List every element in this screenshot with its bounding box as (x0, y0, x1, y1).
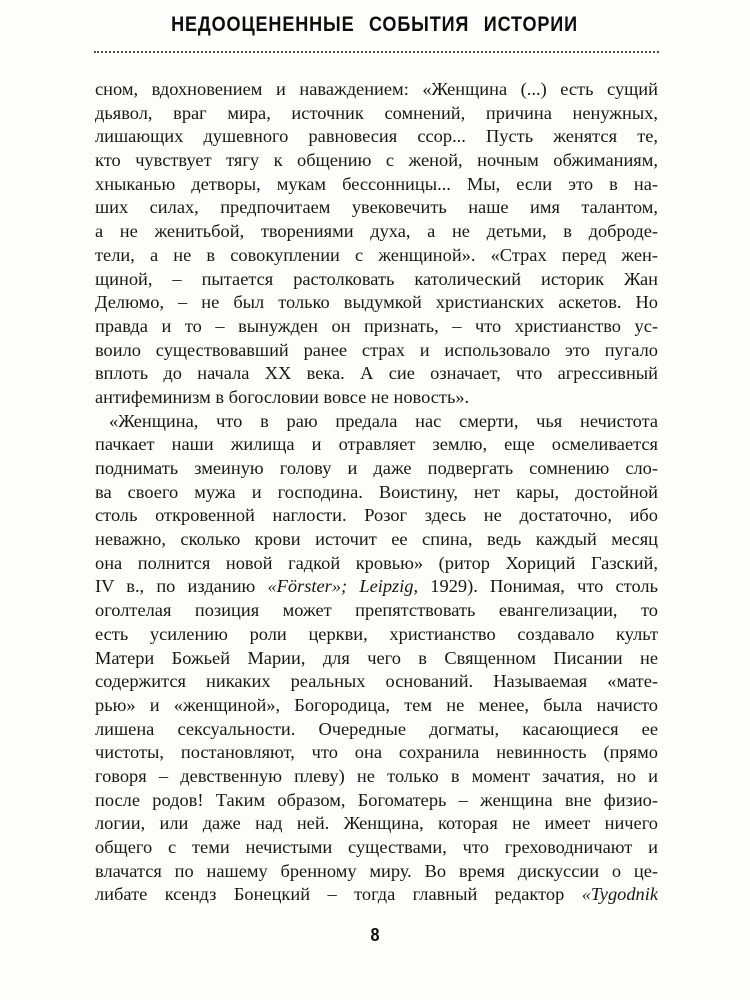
text-line (95, 623, 658, 647)
text-line (95, 244, 658, 268)
body-text-block (95, 78, 658, 907)
text-line (95, 268, 658, 292)
text-line (95, 125, 658, 149)
paragraph (95, 410, 658, 907)
text-segment: влачатся по нашему бренному миру. Во время дискуссии о це- (95, 860, 658, 881)
text-line (95, 339, 658, 363)
text-line (95, 362, 658, 386)
running-header (0, 13, 750, 37)
text-line (95, 386, 658, 410)
text-line (95, 765, 658, 789)
text-line (95, 670, 658, 694)
text-segment: пачкает наши жилища и отравляет землю, еще осмеливается (95, 434, 658, 455)
text-segment: ших силах, предпочитаем увековечить наше имя талантом, (95, 197, 658, 218)
text-segment: столь откровенной наглости. Розог здесь не достаточно, ибо (95, 505, 658, 526)
text-line (95, 741, 658, 765)
text-line (95, 718, 658, 742)
text-segment: тели, а не в совокуплении с женщиной». «Страх перед жен- (95, 244, 658, 265)
text-segment: оголтелая позиция может препятствовать евангелизации, то (95, 600, 658, 621)
text-segment: Делюмо, – не был только выдумкой христианских аскетов. Но (95, 292, 658, 313)
text-segment: хныканью детворы, мукам бессонницы... Мы, если это в на- (95, 173, 658, 194)
text-line (95, 528, 658, 552)
text-segment: вплоть до начала XX века. А сие означает, что агрессивный (95, 363, 658, 384)
text-segment: кто чувствует тягу к общению с женой, ночным обжиманиям, (95, 150, 658, 171)
text-line (95, 647, 658, 671)
text-line (95, 812, 658, 836)
italic-text-segment: «Förster»; Leipzig (267, 576, 414, 597)
text-line (95, 78, 658, 102)
text-segment: рью» и «женщиной», Богородица, тем не менее, была начисто (95, 694, 658, 715)
text-segment: неважно, сколько крови источит ее спина, ведь каждый месяц (95, 529, 658, 550)
text-segment: антифеминизм в богословии вовсе не новость». (95, 386, 470, 407)
text-segment: щиной, – пытается растолковать католический историк Жан (95, 268, 658, 289)
page-number-container (0, 925, 750, 946)
text-segment: она полнится новой гадкой кровью» (ритор Хориций Газский, (95, 552, 658, 573)
text-line (95, 196, 658, 220)
text-segment: «Женщина, что в раю предала нас смерти, чья нечистота (109, 410, 658, 431)
text-line (95, 457, 658, 481)
text-line (95, 694, 658, 718)
text-line (95, 220, 658, 244)
text-line (95, 481, 658, 505)
text-line (95, 575, 658, 599)
text-segment: общего с теми нечистыми существами, что греховодничают и (95, 837, 658, 857)
text-segment: лишена сексуальности. Очередные догматы, касающиеся ее (95, 718, 658, 739)
text-segment: содержится никаких реальных оснований. Называемая «мате- (95, 671, 658, 692)
text-line (95, 410, 658, 434)
text-line (95, 173, 658, 197)
text-line (95, 433, 658, 457)
text-line (95, 552, 658, 576)
text-segment: воило существовавший ранее страх и использовало это пугало (95, 339, 658, 360)
text-segment: сном, вдохновением и наваждением: «Женщина (...) есть сущий (95, 79, 658, 99)
text-line (95, 883, 658, 907)
text-segment: говоря – девственную плеву) не только в момент зачатия, но и (95, 765, 658, 786)
text-segment: есть усилению роли церкви, христианство создавало культ (95, 623, 658, 644)
text-segment: дьявол, враг мира, источник сомнений, причина ненужных, (95, 102, 658, 123)
text-line (95, 315, 658, 339)
text-segment: , 1929). Понимая, что столь (413, 576, 658, 597)
running-header-title: НЕДООЦЕНЕННЫЕ СОБЫТИЯ ИСТОРИИ (171, 13, 579, 36)
text-segment: лишающих душевного равновесия ссор... Пусть женятся те, (95, 126, 658, 147)
text-line (95, 291, 658, 315)
text-line (95, 599, 658, 623)
text-segment: а не женитьбой, творениями духа, а не детьми, в доброде- (95, 221, 658, 242)
paragraph (95, 78, 658, 410)
text-segment: правда и то – вынужден он признать, – что христианство ус- (95, 315, 658, 336)
text-line (95, 102, 658, 126)
header-divider-rule (94, 51, 659, 53)
text-line (95, 504, 658, 528)
italic-text-segment: «Tygodnik (581, 884, 658, 905)
text-line (95, 836, 658, 860)
text-segment: поднимать змеиную голову и даже подвергать сомнению сло- (95, 458, 658, 478)
text-segment: либате ксендз Бонецкий – тогда главный редактор (95, 884, 582, 905)
text-line (95, 149, 658, 173)
text-segment: Матери Божьей Марии, для чего в Священном Писании не (95, 647, 658, 668)
text-line (95, 789, 658, 813)
text-segment: после родов! Таким образом, Богоматерь – женщина вне физио- (95, 789, 658, 810)
page-number: 8 (370, 925, 380, 945)
text-segment: IV в., по изданию (95, 576, 268, 597)
text-segment: логии, или даже над ней. Женщина, которая не имеет ничего (95, 813, 658, 834)
text-segment: ва своего мужа и господина. Воистину, нет кары, достойной (95, 481, 658, 502)
text-segment: чистоты, постановляют, что она сохранила невинность (прямо (95, 742, 658, 763)
text-line (95, 860, 658, 884)
